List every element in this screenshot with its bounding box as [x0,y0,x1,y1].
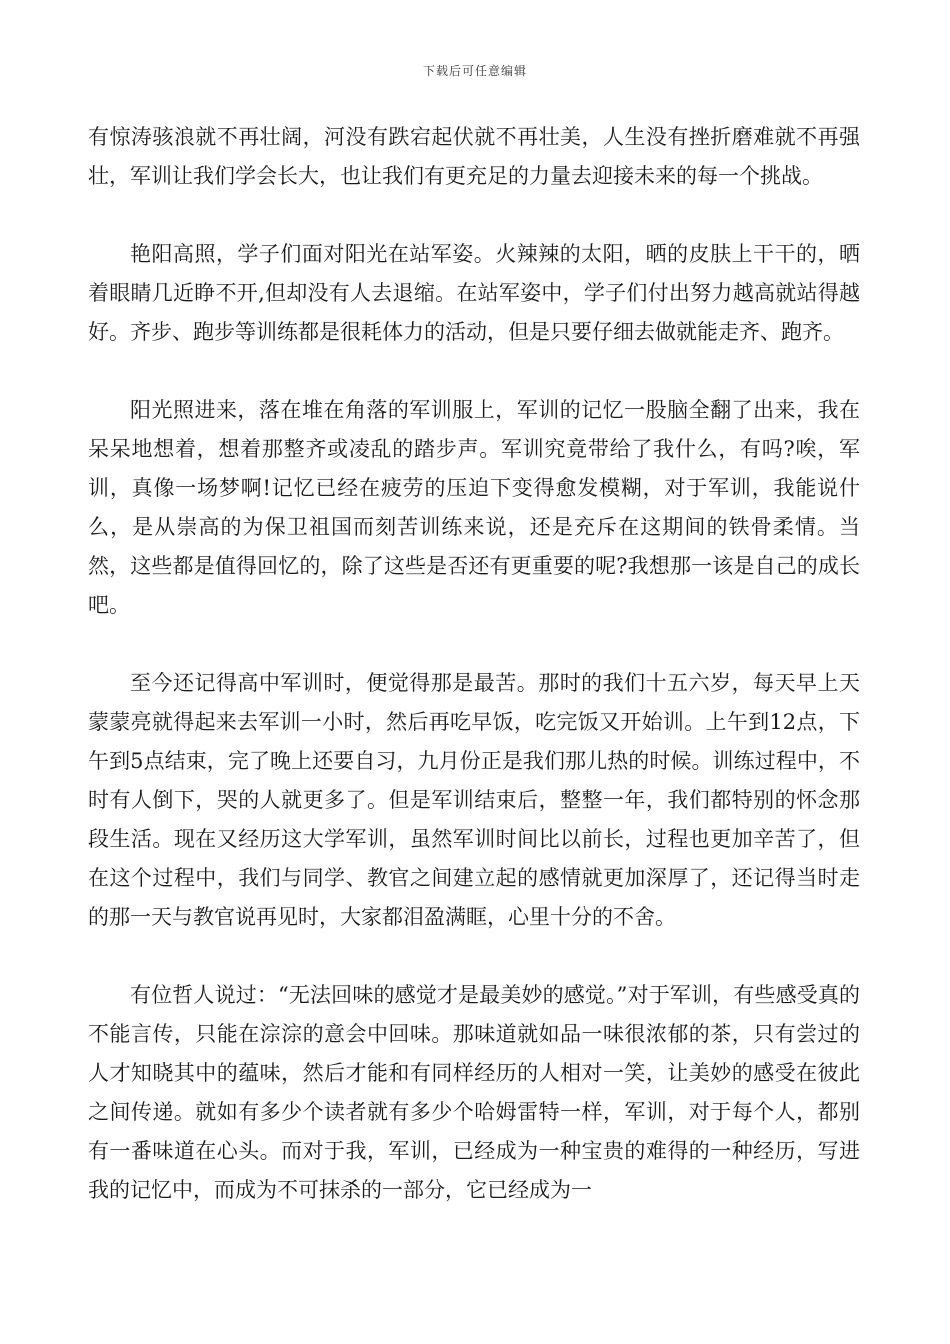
paragraph-2: 艳阳高照，学子们面对阳光在站军姿。火辣辣的太阳，晒的皮肤上干干的，晒着眼睛几近睁不开,但却没有人去退缩。在站军姿中，学子们付出努力越高就站得越好。齐步、跑步等训练都是很耗体力的活动，但是只要仔细去做就能走齐、跑齐。 [88,242,860,344]
document-body [88,118,860,1249]
paragraph-1: 有惊涛骇浪就不再壮阔，河没有跌宕起伏就不再壮美，人生没有挫折磨难就不再强壮，军训让我们学会长大，也让我们有更充足的力量去迎接未来的每一个挑战。 [88,125,860,188]
paragraph-3: 阳光照进来，落在堆在角落的军训服上，军训的记忆一股脑全翻了出来，我在呆呆地想着，想着那整齐或凌乱的踏步声。军训究竟带给了我什么，有吗?唉，军训，真像一场梦啊!记忆已经在疲劳的压迫下变得愈发模糊，对于军训，我能说什么，是从崇高的为保卫祖国而刻苦训练来说，还是充斥在这期间的铁骨柔情。当然，这些都是值得回忆的，除了这些是否还有更重要的呢?我想那一该是自己的成长吧。 [88,398,860,617]
page-header: 下载后可任意编辑 [422,64,527,78]
paragraph-4: 至今还记得高中军训时，便觉得那是最苦。那时的我们十五六岁，每天早上天蒙蒙亮就得起来去军训一小时，然后再吃早饭，吃完饭又开始训。上午到12点，下午到5点结束，完了晚上还要自习，九月份正是我们那儿热的时候。训练过程中，不时有人倒下，哭的人就更多了。但是军训结束后，整整一年，我们都特别的怀念那段生活。现在又经历这大学军训，虽然军训时间比以前长，过程也更加辛苦了，但在这个过程中，我们与同学、教官之间建立起的感情就更加深厚了，还记得当时走的那一天与教官说再见时，大家都泪盈满眶，心里十分的不舍。 [88,671,860,929]
paragraph-5: 有位哲人说过：“无法回味的感觉才是最美妙的感觉。”对于军训，有些感受真的不能言传，只能在淙淙的意会中回味。那味道就如品一味很浓郁的茶，只有尝过的人才知晓其中的蕴味，然后才能和有同样经历的人相对一笑，让美妙的感受在彼此之间传递。就如有多少个读者就有多少个哈姆雷特一样，军训，对于每个人，都别有一番味道在心头。而对于我，军训，已经成为一种宝贵的难得的一种经历，写进我的记忆中，而成为不可抹杀的一部分，它已经成为一 [88,983,860,1202]
